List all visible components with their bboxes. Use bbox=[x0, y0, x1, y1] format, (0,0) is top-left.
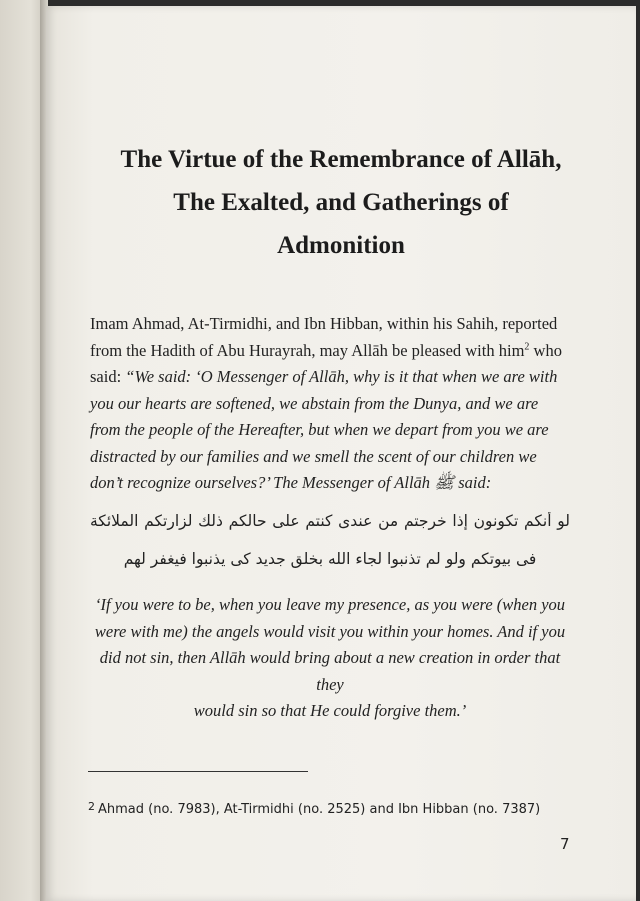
hadith-paragraph-text bbox=[90, 311, 570, 497]
translation-line-4: would sin so that He could forgive them.’ bbox=[193, 701, 467, 720]
footnote-number: 2 bbox=[88, 800, 95, 813]
footnote-reference: 2 bbox=[524, 341, 530, 352]
chapter-title-line-3: Admonition bbox=[277, 232, 405, 259]
hadith-translation bbox=[90, 592, 570, 725]
translation-line-3: did not sin, then Allāh would bring about a new creation in order that they bbox=[99, 648, 561, 694]
chapter-title-line-2: The Exalted, and Gatherings of bbox=[173, 189, 509, 216]
hadith-paragraph bbox=[90, 311, 570, 497]
translation-line-1: ‘If you were to be, when you leave my presence, as you were (when you bbox=[94, 595, 566, 614]
footnote-divider bbox=[88, 771, 308, 772]
page-number: 7 bbox=[560, 835, 570, 853]
facing-page-edge bbox=[0, 0, 44, 901]
translation-line-2: were with me) the angels would visit you within your homes. And if you bbox=[94, 621, 566, 641]
arabic-text-line-1: لو أنكم تكونون إذا خرجتم من عندى كنتم على حالكم ذلك لزارتكم الملائكة bbox=[90, 512, 570, 530]
arabic-text-line-2: فى بيوتكم ولو لم تذنبوا لجاء الله بخلق جديد كى يذنبوا فيغفر لهم bbox=[123, 550, 537, 568]
intro-text-2: who said: bbox=[90, 340, 562, 386]
hadith-quote: “We said: ‘O Messenger of Allāh, why is it that when we are with you our hearts are softened, we abstain from the Dunya, and we are from the people of the Hereafter, but when we depart from you we are distracted by our families and we smell the scent of our children we don’t recognize ourselves?’ The Messenger of Allāh ﷺ said: bbox=[90, 367, 558, 492]
chapter-title-line-1: The Virtue of the Remembrance of Allāh, bbox=[120, 146, 562, 173]
chapter-title bbox=[46, 138, 636, 267]
footnote bbox=[88, 800, 588, 817]
footnote-text: Ahmad (no. 7983), At-Tirmidhi (no. 2525) and Ibn Hibban (no. 7387) bbox=[98, 802, 541, 817]
intro-text: Imam Ahmad, At-Tirmidhi, and Ibn Hibban, within his Sahih, reported from the Hadith of Abu Hurayrah, may Allāh be pleased with him bbox=[90, 314, 558, 360]
